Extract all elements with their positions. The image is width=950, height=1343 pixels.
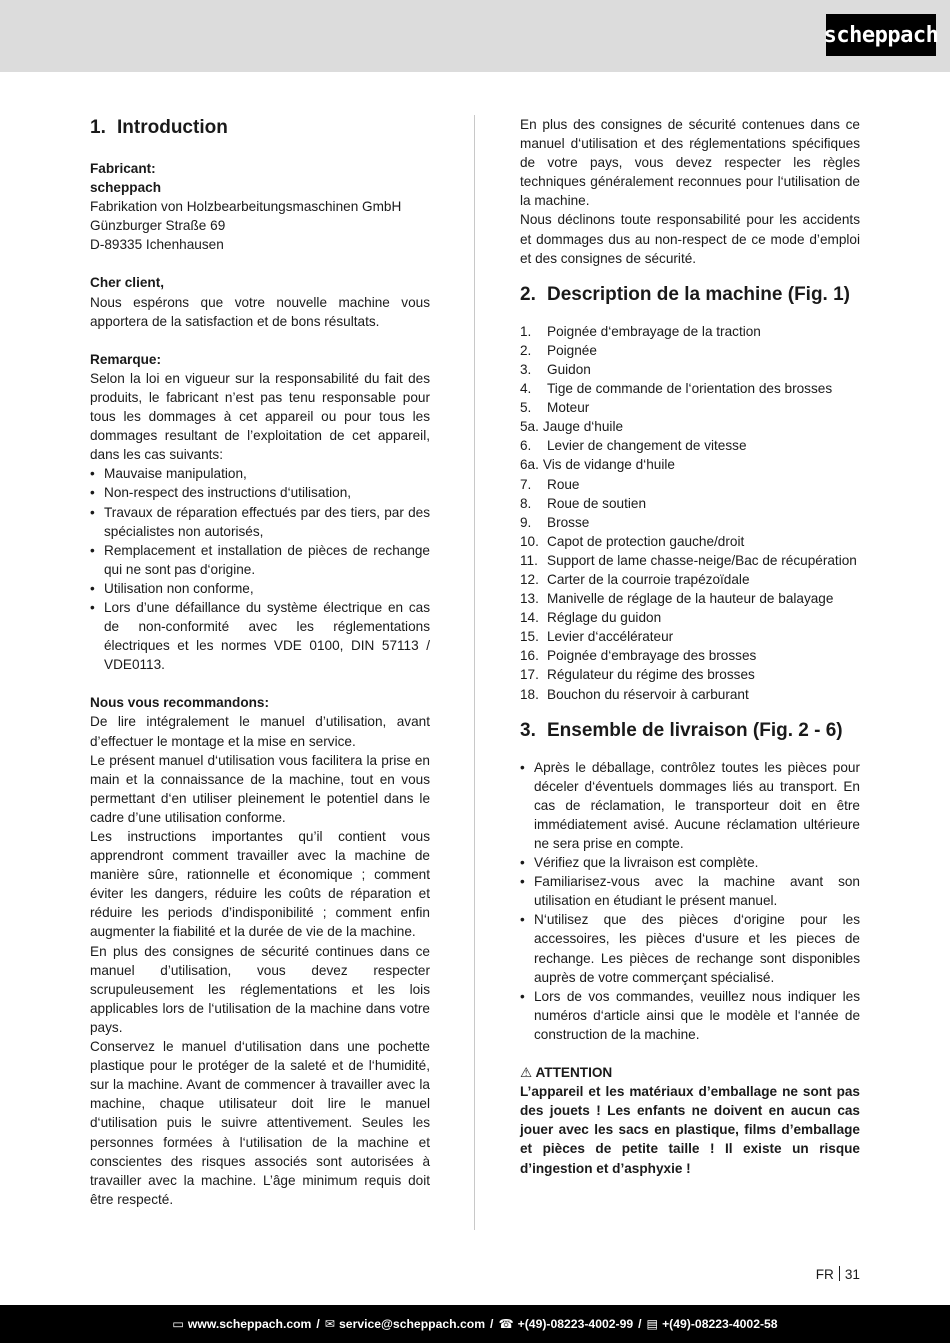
intro-paragraph: En plus des consignes de sécurité contenues dans ce manuel d‘utilisation et des réglementations spécifiques de votre pays, vous devez respecter les règles techniques généralement reconnues pour l‘utilisation de la machine. <box>520 117 860 209</box>
attention-text: L’appareil et les matériaux d’emballage ne sont pas des jouets ! Les enfants ne doivent en aucun cas jouer avec les sacs en plastique, films d’emballage et pièces de petite taille ! Il existe un risque d’ingestion et d’asphyxie ! <box>520 1084 860 1176</box>
list-item: 18. Bouchon du réservoir à carburant <box>520 686 749 702</box>
list-item: 13. Manivelle de réglage de la hauteur de balayage <box>520 591 834 607</box>
dear-customer-text: Nous espérons que votre nouvelle machine vous apportera de la satisfaction et de bons résultats. <box>90 294 430 329</box>
address-line: Günzburger Straße 69 <box>90 218 226 234</box>
list-item: 17. Régulateur du régime des brosses <box>520 667 755 683</box>
list-item: • Remplacement et installation de pièces de rechange qui ne sont pas d‘origine. <box>90 541 430 579</box>
list-item: • Utilisation non conforme, <box>90 579 430 598</box>
footer-phone: +(49)-08223-4002-99 <box>517 1317 634 1331</box>
left-column <box>90 115 430 1209</box>
warning-icon: ⚠ <box>520 1065 536 1081</box>
header-bar <box>0 0 950 72</box>
list-item: • Familiarisez-vous avec la machine avant son utilisation en étudiant le présent manuel. <box>520 872 860 910</box>
phone-icon: ☎ <box>498 1317 514 1331</box>
parts-list <box>520 322 860 704</box>
footer-fax: +(49)-08223-4002-58 <box>662 1317 778 1331</box>
address-line: Fabrikation von Holzbearbeitungsmaschinen GmbH <box>90 199 402 215</box>
remark-label: Remarque: <box>90 351 162 367</box>
list-item: 15. Levier d‘accélérateur <box>520 629 674 645</box>
list-item: 4. Tige de commande de l‘orientation des brosses <box>520 381 833 397</box>
footer-email-link[interactable]: service@scheppach.com <box>339 1317 486 1331</box>
scheppach-logo: scheppach <box>826 14 936 56</box>
list-item: • Vérifiez que la livraison est complète. <box>520 853 860 872</box>
list-item: • Mauvaise manipulation, <box>90 464 430 483</box>
list-item: 8. Roue de soutien <box>520 495 647 511</box>
recommend-paragraph: Le présent manuel d‘utilisation vous facilitera la prise en main et la connaissance de la machine, tout en vous permettant d‘en utiliser pleinement le potentiel dans le cadre d’une utilisation conforme. <box>90 752 430 825</box>
list-item: 3. Guidon <box>520 361 591 377</box>
intro-paragraph: Nous déclinons toute responsabilité pour les accidents et dommages dus au non-respect de ce mode d’emploi et des consignes de sécurité. <box>520 212 860 266</box>
list-item: 6a. Vis de vidange d‘huile <box>520 457 675 473</box>
list-item: 11. Support de lame chasse-neige/Bac de récupération <box>520 552 857 568</box>
list-item: 10. Capot de protection gauche/droit <box>520 533 745 549</box>
page-number: FR 31 <box>815 1267 860 1282</box>
list-item: 12. Carter de la courroie trapézoïdale <box>520 571 750 587</box>
list-item: 1. Poignée d‘embrayage de la traction <box>520 323 761 339</box>
list-item: 16. Poignée d‘embrayage des brosses <box>520 648 757 664</box>
computer-icon: ▭ <box>172 1317 184 1331</box>
footer-website-link[interactable]: www.scheppach.com <box>187 1317 312 1331</box>
column-divider <box>474 115 475 1230</box>
recommend-paragraph: De lire intégralement le manuel d’utilisation, avant d’effectuer le montage et la mise en service. <box>90 714 430 749</box>
list-item: 6. Levier de changement de vitesse <box>520 438 747 454</box>
right-column <box>520 115 860 1178</box>
section-2-heading: 2. Description de la machine (Fig. 1) <box>520 283 851 305</box>
recommend-paragraph: Conservez le manuel d‘utilisation dans une pochette plastique pour le protéger de la saleté et de l‘humidité, sur la machine. Avant de commencer à travailler avec la machine, chaque utilisateur doit lire le manuel d‘utilisation puis le suivre attentivement. Seules les personnes formées à l‘utilisation de la machine et conscientes des risques associés sont autorisées à travailler avec la machine. L’âge minimum requis doit être respecté. <box>90 1039 430 1207</box>
list-item: • Lors de vos commandes, veuillez nous indiquer les numéros d‘article ainsi que le modèle et l‘année de construction de la machine. <box>520 987 860 1044</box>
recommend-label: Nous vous recommandons: <box>90 695 270 711</box>
dear-customer-label: Cher client, <box>90 275 165 291</box>
address-line: D-89335 Ichenhausen <box>90 237 224 253</box>
list-item: 2. Poignée <box>520 342 597 358</box>
recommend-paragraph: Les instructions importantes qu’il contient vous apprendront comment travailler avec la machine de manière sûre, rationnelle et économique ; comment éviter les dangers, réduire les coûts de réparation et réduire les periods d’indisponibilité ; comment enfin augmenter la fiabilité et la durée de vie de la machine. <box>90 829 430 940</box>
list-item: 7. Roue <box>520 476 580 492</box>
recommend-paragraph: En plus des consignes de sécurité continues dans ce manuel d’utilisation, vous devez respecter scrupuleusement les réglementations et les lois applicables lors de l‘utilisation de la machine dans votre pays. <box>90 943 430 1035</box>
delivery-list <box>520 758 860 1044</box>
email-icon: ✉ <box>324 1317 336 1331</box>
section-3-heading: 3. Ensemble de livraison (Fig. 2 - 6) <box>520 719 843 741</box>
list-item: 5. Moteur <box>520 400 590 416</box>
list-item: • Après le déballage, contrôlez toutes les pièces pour déceler d‘éventuels dommages liés au transport. En cas de réclamation, le transporteur doit en être immédiatement avisé. Aucune réclamation ultérieure ne sera prise en compte. <box>520 758 860 853</box>
remark-text: Selon la loi en vigueur sur la responsabilité du fait des produits, le fabricant n’est pas tenu responsable pour tous les dommages à cet appareil ou pour tous les dommages resultant de l’exploitation de cet appareil, dans les cas suivants: <box>90 370 430 463</box>
list-item: • Travaux de réparation effectués par des tiers, par des spécialistes non autorisés, <box>90 503 430 541</box>
section-1-heading: 1. Introduction <box>90 117 228 138</box>
list-item: • Non-respect des instructions d‘utilisation, <box>90 483 430 502</box>
remark-list <box>90 464 430 674</box>
footer-bar: ▭ www.scheppach.com / ✉ service@scheppach.com / ☎ +(49)-08223-4002-99 / ▤ +(49)-08223-4002-58 <box>0 1305 950 1343</box>
list-item: 9. Brosse <box>520 514 590 530</box>
manufacturer-label: Fabricant: <box>90 161 156 176</box>
manufacturer-name: scheppach <box>90 180 162 196</box>
attention-label: ⚠ ATTENTION <box>520 1065 613 1081</box>
list-item: • N‘utilisez que des pièces d‘origine pour les accessoires, les pièces d‘usure et les pieces de rechange. Les pièces de rechange sont disponibles auprès de votre commerçant spécialisé. <box>520 910 860 986</box>
fax-icon: ▤ <box>646 1317 659 1331</box>
list-item: 14. Réglage du guidon <box>520 610 662 626</box>
list-item: 5a. Jauge d‘huile <box>520 419 624 435</box>
list-item: • Lors d’une défaillance du système électrique en cas de non-conformité avec les réglementations électriques et les normes VDE 0100, DIN 57113 / VDE0113. <box>90 598 430 674</box>
